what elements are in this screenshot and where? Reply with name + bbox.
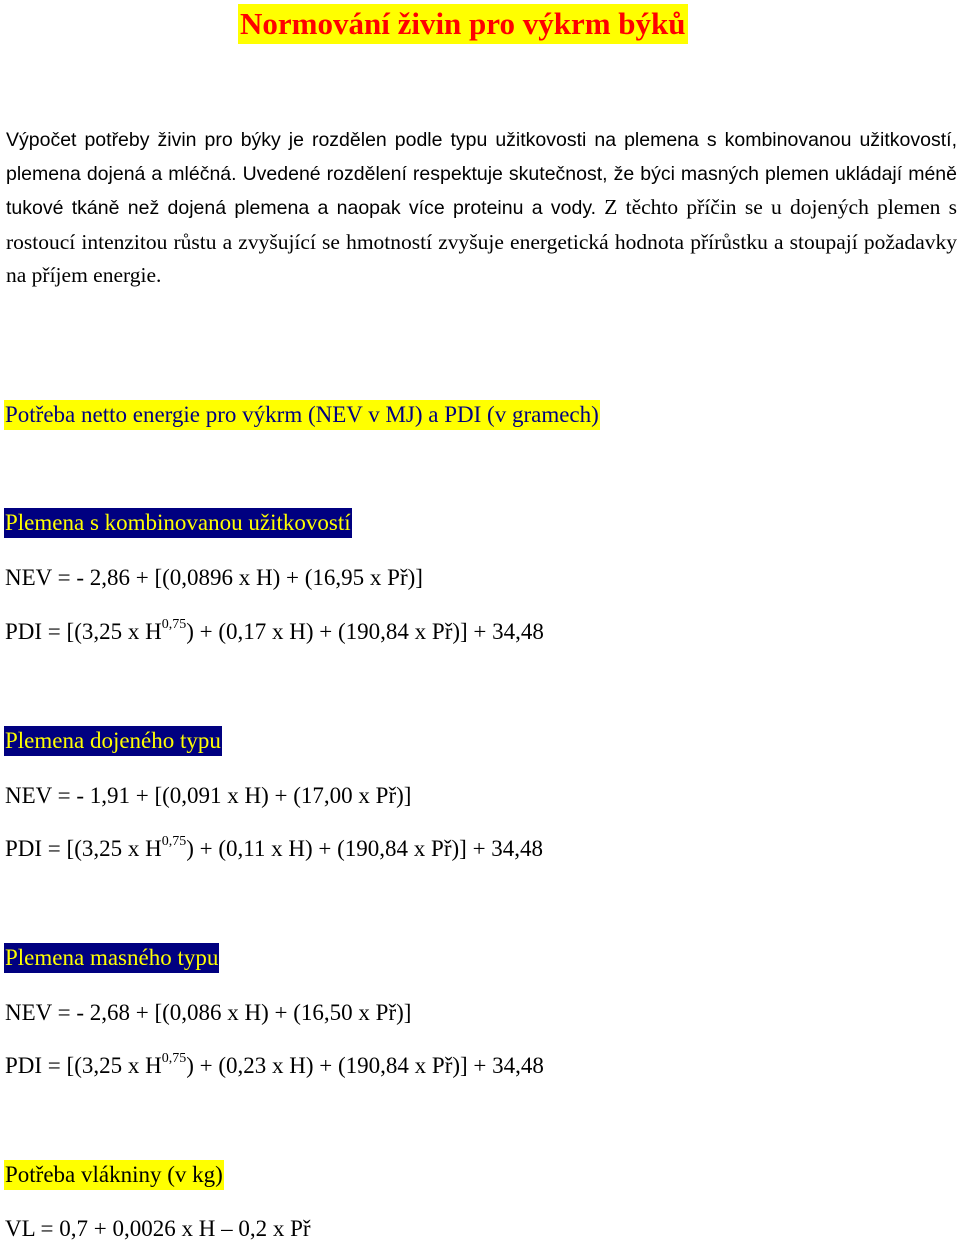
exponent: 0,75 bbox=[161, 834, 187, 850]
pdi-formula-beef bbox=[5, 1051, 544, 1081]
pdi-formula-part: PDI = [(3,25 x H bbox=[5, 619, 162, 644]
intro-text-part2: Z těchto příčin se u dojených plemen s rostoucí intenzitou růstu a zvyšující se hmotností zvyšuje energetická hodnota přírůstku a stoupají požadavky na příjem energie. bbox=[6, 195, 957, 287]
nev-formula-beef: NEV = - 2,68 + [(0,086 x H) + (16,50 x Př)] bbox=[5, 1000, 412, 1025]
exponent: 0,75 bbox=[161, 1051, 187, 1067]
section-heading-energy: Potřeba netto energie pro výkrm (NEV v MJ) a PDI (v gramech) bbox=[4, 400, 600, 430]
nev-formula-combined: NEV = - 2,86 + [(0,0896 x H) + (16,95 x Př)] bbox=[5, 565, 423, 590]
pdi-formula-part: ) + (0,11 x H) + (190,84 x Př)] + 34,48 bbox=[186, 836, 544, 861]
fiber-formula: VL = 0,7 + 0,0026 x H – 0,2 x Př bbox=[5, 1216, 311, 1241]
pdi-formula-dairy bbox=[5, 834, 543, 864]
group-heading-beef: Plemena masného typu bbox=[4, 943, 219, 973]
pdi-formula-combined bbox=[5, 617, 544, 647]
intro-paragraph bbox=[6, 123, 957, 292]
exponent: 0,75 bbox=[161, 617, 187, 633]
intro-text-part1: Výpočet potřeby živin pro býky je rozdělen podle typu užitkovosti na plemena s kombinovanou užitkovostí, plemena dojená a mléčná. Uvedené rozdělení respektuje skutečnost, že býci masných plemen ukládají méně tukové tkáně než dojená plemena a naopak více proteinu a vody. bbox=[6, 129, 957, 220]
group-heading-dairy: Plemena dojeného typu bbox=[4, 726, 222, 756]
nev-formula-dairy: NEV = - 1,91 + [(0,091 x H) + (17,00 x Př)] bbox=[5, 783, 412, 808]
pdi-formula-part: ) + (0,17 x H) + (190,84 x Př)] + 34,48 bbox=[186, 619, 544, 644]
document-title: Normování živin pro výkrm býků bbox=[238, 4, 688, 44]
group-heading-combined: Plemena s kombinovanou užitkovostí bbox=[4, 508, 352, 538]
fiber-heading: Potřeba vlákniny (v kg) bbox=[4, 1160, 224, 1190]
pdi-formula-part: PDI = [(3,25 x H bbox=[5, 836, 162, 861]
pdi-formula-part: ) + (0,23 x H) + (190,84 x Př)] + 34,48 bbox=[186, 1053, 544, 1078]
pdi-formula-part: PDI = [(3,25 x H bbox=[5, 1053, 162, 1078]
